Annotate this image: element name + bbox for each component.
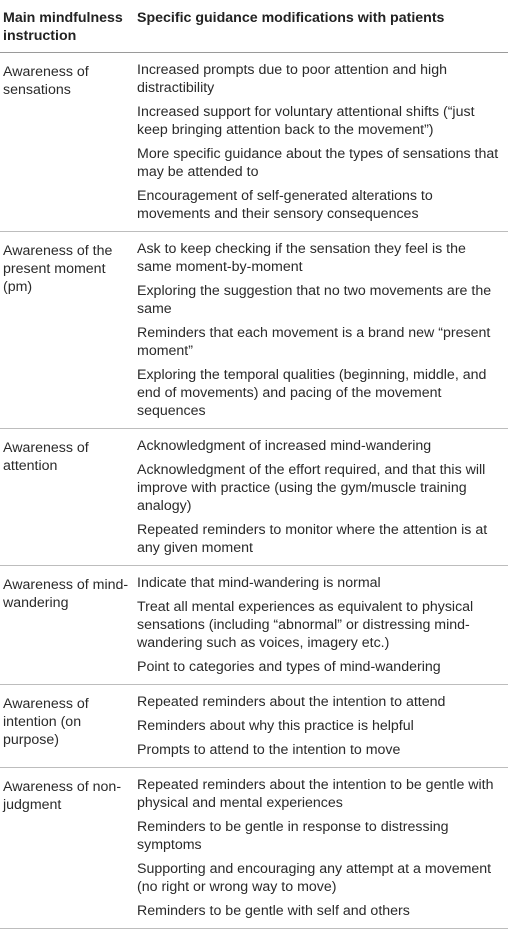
instruction-cell: Awareness of intention (on purpose) (3, 696, 89, 748)
table-row (0, 685, 508, 768)
table-row (0, 566, 508, 685)
modification-item: Repeated reminders about the intention to attend (137, 694, 446, 710)
modifications-cell (135, 685, 508, 768)
header-guidance-modifications: Specific guidance modifications with patients (137, 10, 445, 26)
modification-item: Exploring the temporal qualities (beginning, middle, and end of movements) and pacing of the movement sequences (137, 367, 487, 419)
table-row (0, 232, 508, 429)
modification-item: Repeated reminders about the intention to be gentle with physical and mental experiences (137, 777, 494, 811)
table-row (0, 768, 508, 929)
modification-item: Increased prompts due to poor attention and high distractibility (137, 62, 447, 96)
instruction-cell: Awareness of non-judgment (3, 779, 122, 813)
header-row (0, 0, 508, 53)
modification-item: Encouragement of self-generated alterations to movements and their sensory consequences (137, 188, 433, 222)
modifications-cell (135, 232, 508, 429)
table-header (0, 0, 508, 53)
modification-item: Reminders that each movement is a brand new “present moment” (137, 325, 491, 359)
modifications-cell (135, 768, 508, 929)
instruction-cell: Awareness of attention (3, 440, 89, 474)
modification-item: Prompts to attend to the intention to move (137, 742, 401, 758)
modification-item: Treat all mental experiences as equivalent to physical sensations (including “abnormal” or distressing mind-wandering such as voices, imagery etc.) (137, 599, 474, 651)
modification-item: Supporting and encouraging any attempt at a movement (no right or wrong way to move) (137, 861, 492, 895)
modification-item: Acknowledgment of the effort required, and that this will improve with practice (using the gym/muscle training analogy) (137, 462, 486, 514)
modification-item: Reminders about why this practice is helpful (137, 718, 414, 734)
instruction-cell: Awareness of sensations (3, 64, 89, 98)
table-row (0, 53, 508, 232)
modification-item: Reminders to be gentle with self and others (137, 903, 410, 919)
modifications-cell (135, 429, 508, 566)
modification-item: More specific guidance about the types of sensations that may be attended to (137, 146, 499, 180)
modification-item: Acknowledgment of increased mind-wandering (137, 438, 432, 454)
table-body (0, 53, 508, 929)
instruction-cell: Awareness of the present moment (pm) (3, 243, 113, 295)
header-main-instruction: Main mindfulness instruction (3, 10, 123, 44)
modifications-cell (135, 566, 508, 685)
modification-item: Point to categories and types of mind-wandering (137, 659, 441, 675)
instruction-cell: Awareness of mind-wandering (3, 577, 129, 611)
modification-item: Indicate that mind-wandering is normal (137, 575, 381, 591)
modification-item: Exploring the suggestion that no two movements are the same (137, 283, 492, 317)
modification-item: Increased support for voluntary attentional shifts (“just keep bringing attention back to the movement”) (137, 104, 475, 138)
table-row (0, 429, 508, 566)
modification-item: Repeated reminders to monitor where the attention is at any given moment (137, 522, 488, 556)
modification-item: Reminders to be gentle in response to distressing symptoms (137, 819, 449, 853)
modifications-cell (135, 53, 508, 232)
modification-item: Ask to keep checking if the sensation they feel is the same moment-by-moment (137, 241, 466, 275)
